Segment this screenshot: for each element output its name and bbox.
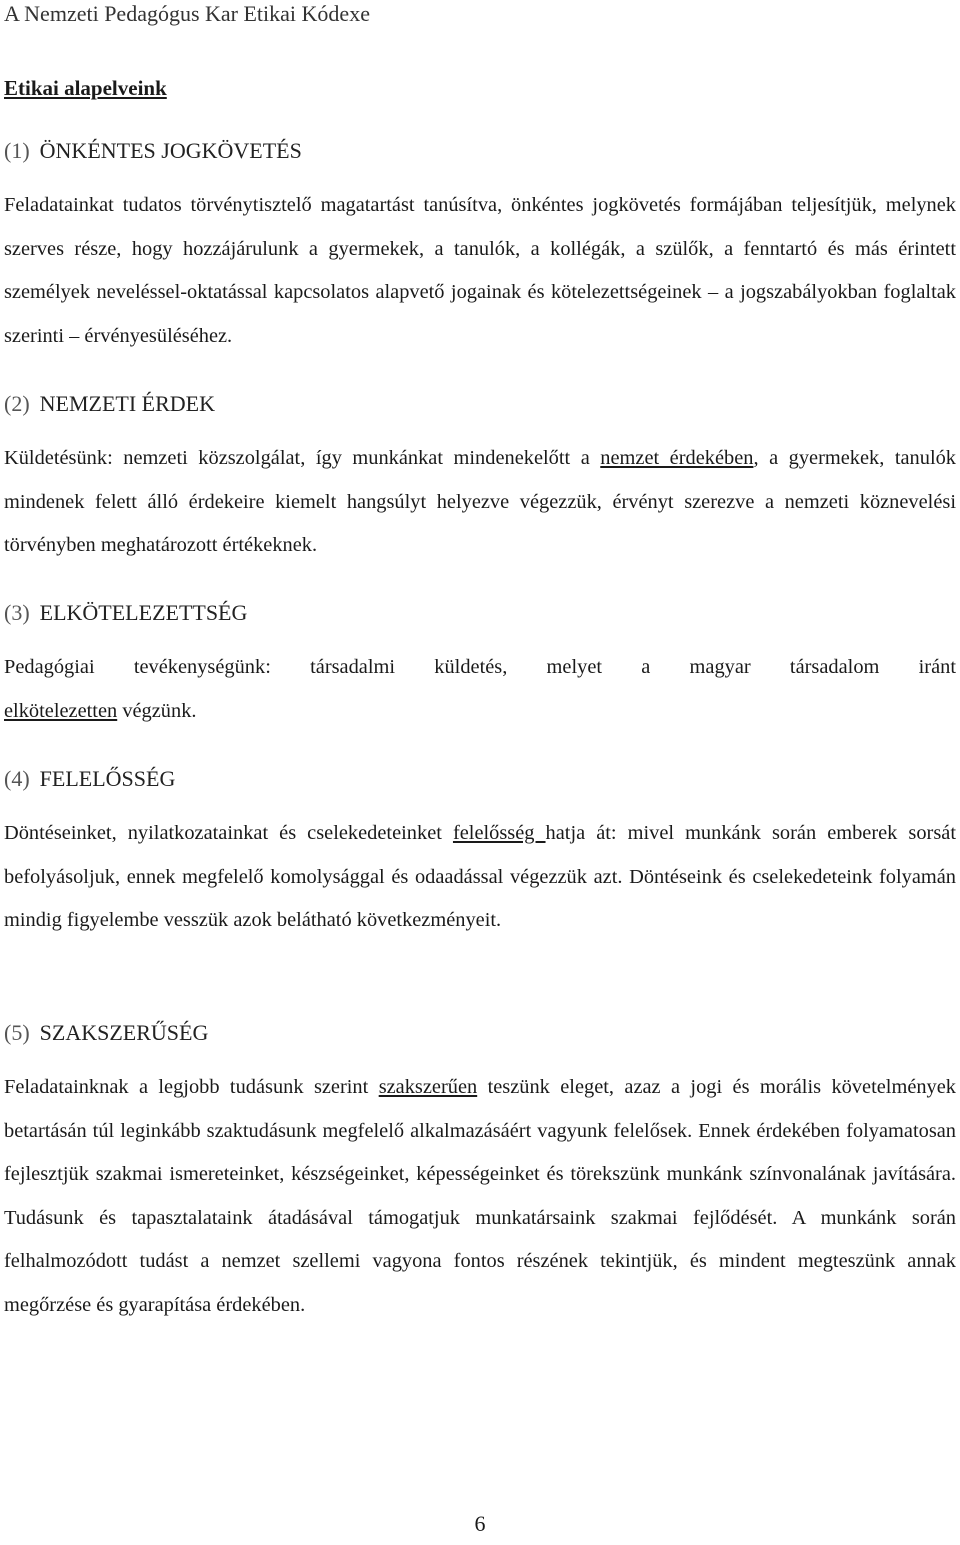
underlined-phrase: felelősség (452, 822, 546, 844)
paragraph-text: Feladatainknak a legjobb tudásunk szerint (4, 1076, 379, 1098)
main-heading: Etikai alapelveink (4, 76, 167, 100)
underlined-phrase: nemzet érdekében (600, 447, 754, 469)
section-number: (3) (4, 600, 30, 625)
section-paragraph (4, 1066, 956, 1328)
paragraph-text: teszünk eleget, azaz a jogi és morális követelmények betartásán túl leginkább szaktudásunk megfelelő alkalmazásáért vagyunk felelősek. Ennek érdekében folyamatosan fejlesztjük szakmai ismereteinket, készségeinket, képességeinket és törekszünk munkánk színvonalának javítására. Tudásunk és tapasztalataink átadásával támogatjuk munkatársaink szakmai fejlődését. A munkánk során felhalmozódott tudást a nemzet szellemi vagyona fontos részének tekintjük, és mindent megteszünk annak megőrzése és gyarapítása érdekében. (4, 1076, 957, 1316)
underlined-phrase: elkötelezetten (4, 700, 118, 722)
section-title-text: ÖNKÉNTES JOGKÖVETÉS (39, 138, 302, 163)
section-number: (1) (4, 138, 30, 163)
section-title (4, 1019, 208, 1047)
section-paragraph: Feladatainkat tudatos törvénytisztelő magatartást tanúsítva, önkéntes jogkövetés formájában teljesítjük, melynek szerves része, hogy hozzájárulunk a gyermekek, a tanulók, a kollégák, a szülők, a fenntartó és más érintett személyek neveléssel-oktatással kapcsolatos alapvető jogainak és kötelezettségeinek – a jogszabályokban foglaltak szerinti – érvényesüléséhez. (4, 194, 956, 347)
section-paragraph-line: Pedagógiai tevékenységünk: társadalmi küldetés, melyet a magyar társadalom iránt (4, 656, 956, 678)
section-title-text: SZAKSZERŰSÉG (39, 1020, 209, 1045)
section-title-text: NEMZETI ÉRDEK (39, 391, 216, 416)
paragraph-text: hatja át: mivel munkánk során emberek sorsát befolyásoljuk, ennek megfelelő komolysággal és odaadással végezzük azt. Döntéseink és cselekedeteink folyamán mindig figyelembe vesszük azok belátható következményeit. (4, 822, 956, 932)
section-title (4, 599, 247, 627)
underlined-phrase: szakszerűen (378, 1076, 478, 1098)
section-paragraph (4, 437, 956, 568)
section-title (4, 765, 175, 793)
page-number: 6 (474, 1511, 486, 1536)
section-paragraph (4, 812, 956, 943)
paragraph-text: Döntéseinket, nyilatkozatainkat és cselekedeteinket (4, 822, 453, 844)
paragraph-text: végzünk. (117, 700, 197, 722)
section-title-text: ELKÖTELEZETTSÉG (39, 600, 248, 625)
paragraph-text: Küldetésünk: nemzeti közszolgálat, így munkánkat mindenekelőtt a (4, 447, 601, 469)
document-header: A Nemzeti Pedagógus Kar Etikai Kódexe (4, 1, 370, 26)
section-number: (5) (4, 1020, 30, 1045)
paragraph-text: , a gyermekek, tanulók mindenek felett álló érdekeire kiemelt hangsúlyt helyezve végezzük, érvényt szerezve a nemzeti köznevelési törvényben meghatározott értékeknek. (4, 447, 956, 557)
section-number: (2) (4, 391, 30, 416)
section-number: (4) (4, 766, 30, 791)
section-paragraph-line (4, 690, 956, 734)
section-title-text: FELELŐSSÉG (39, 766, 176, 791)
section-title (4, 390, 215, 418)
section-title (4, 137, 302, 165)
